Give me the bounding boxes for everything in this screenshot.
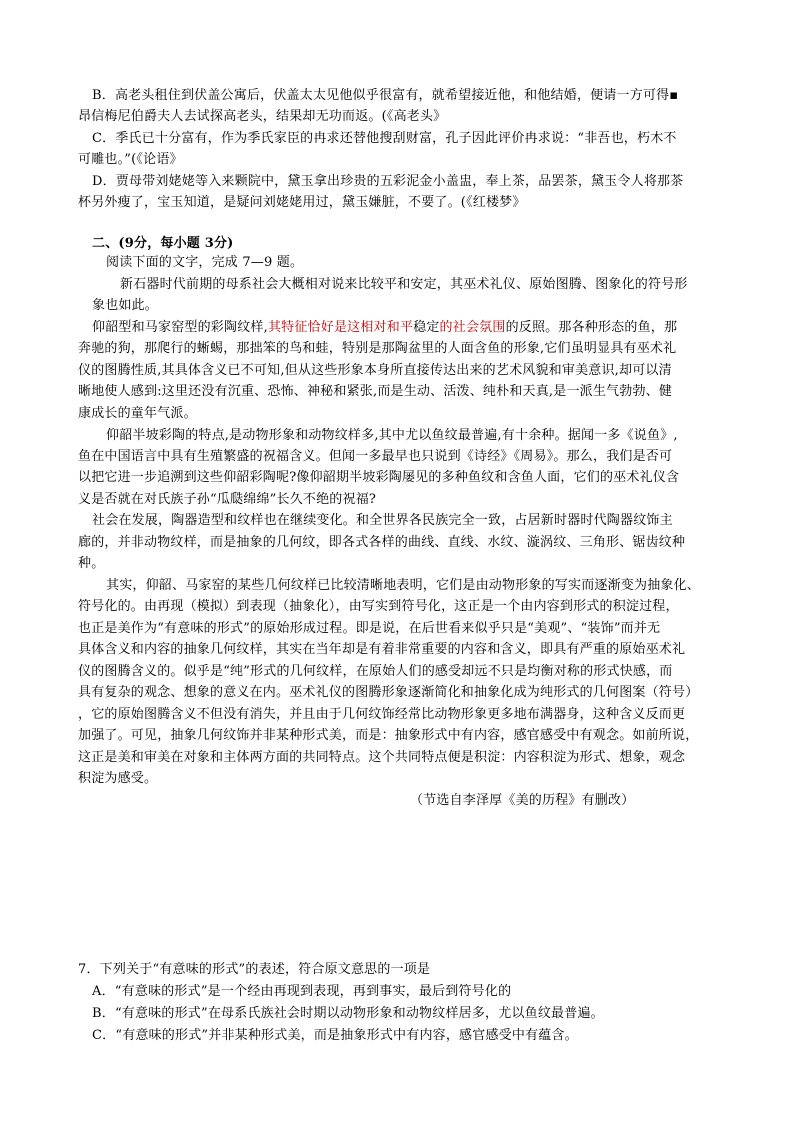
passage-source: （节选自李泽厚《美的历程》有删改） bbox=[410, 793, 635, 808]
question-7-option-b: B．“有意味的形式”在母系氏族社会时期以动物形象和动物纹样居多，尤以鱼纹最普遍。 bbox=[92, 1006, 604, 1021]
passage-p2-line2: 奔驰的狗，那爬行的蜥蜴，那拙笨的鸟和蛙，特别是那陶盆里的人面含鱼的形象,它们虽明显具有巫术礼 bbox=[78, 341, 677, 356]
question-7-option-c: C．“有意味的形式”并非某种形式美，而是抽象形式中有内容，感官感受中有蕴含。 bbox=[92, 1028, 578, 1043]
option-d-line1: D．贾母带刘姥姥等入来颗院中，黛玉拿出珍贵的五彩泥金小盖盅，奉上茶，品罢茶，黛玉令人将那茶 bbox=[92, 174, 684, 189]
passage-p1-line1: 新石器时代前期的母系社会大概相对说来比较平和安定，其巫术礼仪、原始图腾、图象化的符号形 bbox=[120, 277, 688, 292]
passage-p3-line4: 义是否就在对氏族子孙“瓜瓞绵绵”长久不绝的祝福? bbox=[78, 492, 377, 507]
passage-p5-line6: 具有复杂的观念、想象的意义在内。巫术礼仪的图腾形象逐渐简化和抽象化成为纯形式的几何图案（符号） bbox=[78, 685, 699, 700]
passage-p5-line8: 加强了。可见，抽象几何纹饰并非某种形式美，而是：抽象形式中有内容，感官感受中有观念。如前所说， bbox=[78, 728, 699, 743]
passage-p5-line7: ，它的原始图腾含义不但没有消失，并且由于几何纹饰经常比动物形象更多地布满器身，这种含义反而更 bbox=[78, 707, 686, 722]
passage-p5-line1: 其实，仰韶、马家窑的某些几何纹样已比较清晰地表明，它们是由动物形象的写实而逐渐变为抽象化、 bbox=[106, 578, 701, 593]
section-heading: 二、(9分，每小题 3分) bbox=[92, 236, 234, 251]
passage-p2-line1 bbox=[92, 318, 677, 337]
option-b-line1: B．高老头租住到伏盖公寓后，伏盖太太见他似乎很富有，就希望接近他，和他结婚，便请一方可得▪ bbox=[92, 88, 679, 103]
passage-p4-line2: 廊的，并非动物纹样，而是抽象的几何纹，即各式各样的曲线、直线、水纹、漩涡纹、三角形、锯齿纹种 bbox=[78, 535, 686, 550]
question-7-option-a: A．“有意味的形式”是一个经由再现到表现，再到事实，最后到符号化的 bbox=[92, 984, 512, 999]
passage-p4-line3: 种。 bbox=[78, 556, 105, 571]
passage-p2-line5: 康成长的童年气派。 bbox=[78, 406, 197, 421]
passage-p3-line1: 仰韶半坡彩陶的特点,是动物形象和动物纹样多,其中尤以鱼纹最普遍,有十余种。据闻一多《说鱼》, bbox=[106, 428, 678, 443]
passage-p5-line4: 具体含义和内容的抽象几何纹样，其实在当年却是有着非常重要的内容和含义，即具有严重的原始巫术礼 bbox=[78, 642, 686, 657]
passage-p2-highlight-1: 其特征恰好是这相对和平 bbox=[267, 320, 414, 335]
passage-p3-line3: 以把它进一步追溯到这些仰韶彩陶呢?像仰韶期半坡彩陶屡见的多种鱼纹和含鱼人面，它们的巫术礼仪含 bbox=[78, 470, 680, 485]
passage-p2-line3: 仪的图腾性质,其具体含义已不可知,但从这些形象本身所直接传达出来的艺术风貌和审美意识,却可以清 bbox=[78, 363, 672, 378]
passage-p4-line1: 社会在发展，陶器造型和纹样也在继续变化。和全世界各民族完全一致，占居新时器时代陶器纹饰主 bbox=[92, 513, 673, 528]
passage-p5-line2: 符号化的。由再现（模拟）到表现（抽象化），由写实到符号化，这正是一个由内容到形式的积淀过程， bbox=[78, 599, 679, 614]
passage-p2-text-c: 的反照。那各种形态的鱼，那 bbox=[505, 320, 678, 335]
section-instruction: 阅读下面的文字，完成 7—9 题。 bbox=[106, 255, 304, 270]
passage-p1-line2: 象也如此。 bbox=[92, 298, 159, 313]
option-c-line1: C．季氏已十分富有，作为季氏家臣的冉求还替他搜刮财富，孔子因此评价冉求说：“非吾也，朽木不 bbox=[92, 131, 677, 146]
passage-p5-line3: 也正是美作为“有意味的形式”的原始形成过程。即是说，在后世看来似乎只是“美观”、“装饰”而并无 bbox=[78, 621, 661, 636]
option-b-line2: 昂信梅尼伯爵夫人去试探高老头，结果却无功而返。(《高老头》 bbox=[78, 109, 447, 124]
question-7-stem: 7．下列关于“有意味的形式”的表述，符合原文意思的一项是 bbox=[78, 962, 431, 977]
passage-p2-text-b: 稳定 bbox=[413, 320, 440, 335]
passage-p2-text-a: 仰韶型和马家窑型的彩陶纹样, bbox=[92, 320, 268, 335]
passage-p5-line9: 这正是美和审美在对象和主体两方面的共同特点。这个共同特点便是积淀：内容积淀为形式、想象，观念 bbox=[78, 750, 686, 765]
option-d-line2: 杯另外瘦了，宝玉知道，是疑问刘姥姥用过，黛玉嫌脏，不要了。(《红楼梦》 bbox=[78, 195, 526, 210]
option-c-line2: 可雕也。”(《论语》 bbox=[78, 152, 183, 167]
passage-p5-line5: 仪的图腾含义的。似乎是“纯”形式的几何纹样，在原始人们的感受却远不只是均衡对称的形式快感，而 bbox=[78, 664, 673, 679]
passage-p2-line4: 晰地使人感到:这里还没有沉重、恐怖、神秘和紧张,而是生动、活泼、纯朴和天真,是一派生气勃勃、健 bbox=[78, 384, 673, 399]
passage-p5-line10: 积淀为感受。 bbox=[78, 771, 158, 786]
passage-p2-highlight-2: 的社会氛围 bbox=[439, 320, 506, 335]
passage-p3-line2: 鱼在中国语言中具有生殖繁盛的祝福含义。但闻一多最早也只说到《诗经》《周易》。那么，我们是否可 bbox=[78, 449, 673, 464]
